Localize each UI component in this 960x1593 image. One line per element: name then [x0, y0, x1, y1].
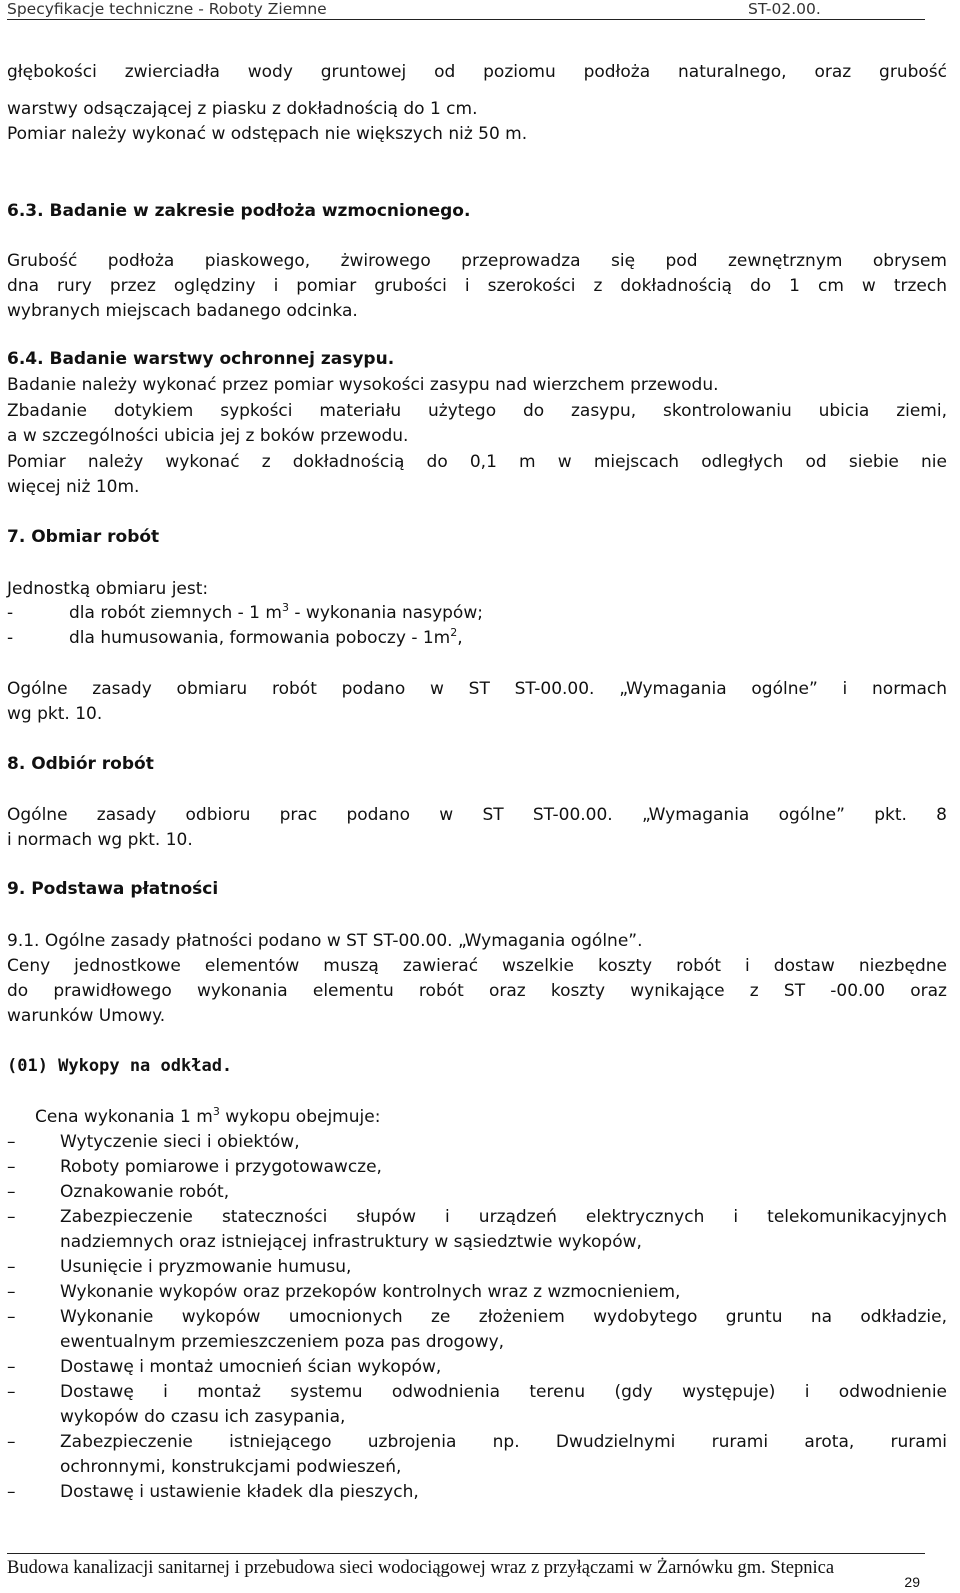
list-dash: – — [7, 1157, 16, 1177]
paragraph-line: Badanie należy wykonać przez pomiar wysokości zasypu nad wierzchem przewodu. — [7, 375, 719, 395]
header-code: ST-02.00. — [748, 0, 821, 18]
list-item: Dostawę i ustawienie kładek dla pieszych, — [60, 1482, 419, 1502]
paragraph-line: warstwy odsączającej z piasku z dokładnością do 1 cm. — [7, 99, 478, 119]
paragraph-line: Zbadanie dotykiem sypkości materiału użytego do zasypu, skontrolowaniu ubicia ziemi, — [7, 401, 947, 421]
list-item: Wykonanie wykopów oraz przekopów kontrolnych wraz z wzmocnieniem, — [60, 1282, 681, 1302]
list-dash: – — [7, 1207, 16, 1227]
paragraph-line: 9.1. Ogólne zasady płatności podano w ST ST-00.00. „Wymagania ogólne”. — [7, 931, 643, 951]
list-dash: - — [7, 628, 14, 648]
list-dash: – — [7, 1382, 16, 1402]
paragraph-line: Grubość podłoża piaskowego, żwirowego przeprowadza się pod zewnętrznym obrysem — [7, 251, 947, 271]
list-item: Wytyczenie sieci i obiektów, — [60, 1132, 300, 1152]
item-heading-01: (01) Wykopy na odkład. — [7, 1056, 233, 1076]
paragraph-line: dna rury przez oględziny i pomiar grubości i szerokości z dokładnością do 1 cm w trzech — [7, 276, 947, 296]
list-dash: - — [7, 603, 14, 623]
list-dash: – — [7, 1132, 16, 1152]
section-heading-6-4: 6.4. Badanie warstwy ochronnej zasypu. — [7, 349, 395, 369]
page-footer: Budowa kanalizacji sanitarnej i przebudowa sieci wodociągowej wraz z przyłączami w Żarnówku gm. Stepnica — [7, 1553, 925, 1580]
paragraph-line: Ogólne zasady obmiaru robót podano w ST ST-00.00. „Wymagania ogólne” i normach — [7, 679, 947, 699]
paragraph-line: wybranych miejscach badanego odcinka. — [7, 301, 358, 321]
list-dash: – — [7, 1357, 16, 1377]
paragraph-line: a w szczególności ubicia jej z boków przewodu. — [7, 426, 409, 446]
list-dash: – — [7, 1257, 16, 1277]
unit-intro: Jednostką obmiaru jest: — [7, 579, 209, 599]
list-dash: – — [7, 1182, 16, 1202]
list-dash: – — [7, 1282, 16, 1302]
section-heading-7: 7. Obmiar robót — [7, 527, 160, 547]
paragraph-line: wg pkt. 10. — [7, 704, 103, 724]
paragraph-line: Ogólne zasady odbioru prac podano w ST ST-00.00. „Wymagania ogólne” pkt. 8 — [7, 805, 947, 825]
list-item-continuation: ewentualnym przemieszczeniem poza pas drogowy, — [60, 1332, 505, 1352]
list-item-continuation: ochronnymi, konstrukcjami podwieszeń, — [60, 1457, 402, 1477]
list-item: Zabezpieczenie stateczności słupów i urządzeń elektrycznych i telekomunikacyjnych — [60, 1207, 947, 1227]
list-item: Dostawę i montaż umocnień ścian wykopów, — [60, 1357, 442, 1377]
list-item: Roboty pomiarowe i przygotowawcze, — [60, 1157, 382, 1177]
list-dash: – — [7, 1432, 16, 1452]
list-item: Wykonanie wykopów umocnionych ze złożeniem wydobytego gruntu na odkładzie, — [60, 1307, 947, 1327]
paragraph-line: więcej niż 10m. — [7, 477, 140, 497]
section-heading-6-3: 6.3. Badanie w zakresie podłoża wzmocnionego. — [7, 201, 471, 221]
unit-item: dla robót ziemnych - 1 $m^3$ - wykonania nasypów; — [69, 601, 483, 623]
section-heading-9: 9. Podstawa płatności — [7, 879, 219, 899]
list-item-continuation: nadziemnych oraz istniejącej infrastruktury w sąsiedztwie wykopów, — [60, 1232, 642, 1252]
list-item: Dostawę i montaż systemu odwodnienia terenu (gdy występuje) i odwodnienie — [60, 1382, 947, 1402]
paragraph-line: i normach wg pkt. 10. — [7, 830, 193, 850]
paragraph-line: Ceny jednostkowe elementów muszą zawierać wszelkie koszty robót i dostaw niezbędne — [7, 956, 947, 976]
list-item: Usunięcie i pryzmowanie humusu, — [60, 1257, 352, 1277]
list-item-continuation: wykopów do czasu ich zasypania, — [60, 1407, 346, 1427]
paragraph-line: warunków Umowy. — [7, 1006, 166, 1026]
list-item: Oznakowanie robót, — [60, 1182, 230, 1202]
section-heading-8: 8. Odbiór robót — [7, 754, 154, 774]
price-intro: Cena wykonania 1 $m^3$ wykopu obejmuje: — [35, 1105, 381, 1127]
page-header — [7, 0, 925, 20]
paragraph-line: Pomiar należy wykonać w odstępach nie większych niż 50 m. — [7, 124, 528, 144]
paragraph-line: Pomiar należy wykonać z dokładnością do 0,1 m w miejscach odległych od siebie nie — [7, 452, 947, 472]
paragraph-line: do prawidłowego wykonania elementu robót oraz koszty wynikające z ST -00.00 oraz — [7, 981, 947, 1001]
page-number: 29 — [904, 1574, 920, 1590]
paragraph-line: głębokości zwierciadła wody gruntowej od poziomu podłoża naturalnego, oraz grubość — [7, 62, 947, 82]
unit-item: dla humusowania, formowania poboczy - $1m^2$, — [69, 626, 463, 648]
header-title: Specyfikacje techniczne - Roboty Ziemne — [7, 0, 327, 18]
list-dash: – — [7, 1482, 16, 1502]
list-item: Zabezpieczenie istniejącego uzbrojenia np. Dwudzielnymi rurami arota, rurami — [60, 1432, 947, 1452]
list-dash: – — [7, 1307, 16, 1327]
